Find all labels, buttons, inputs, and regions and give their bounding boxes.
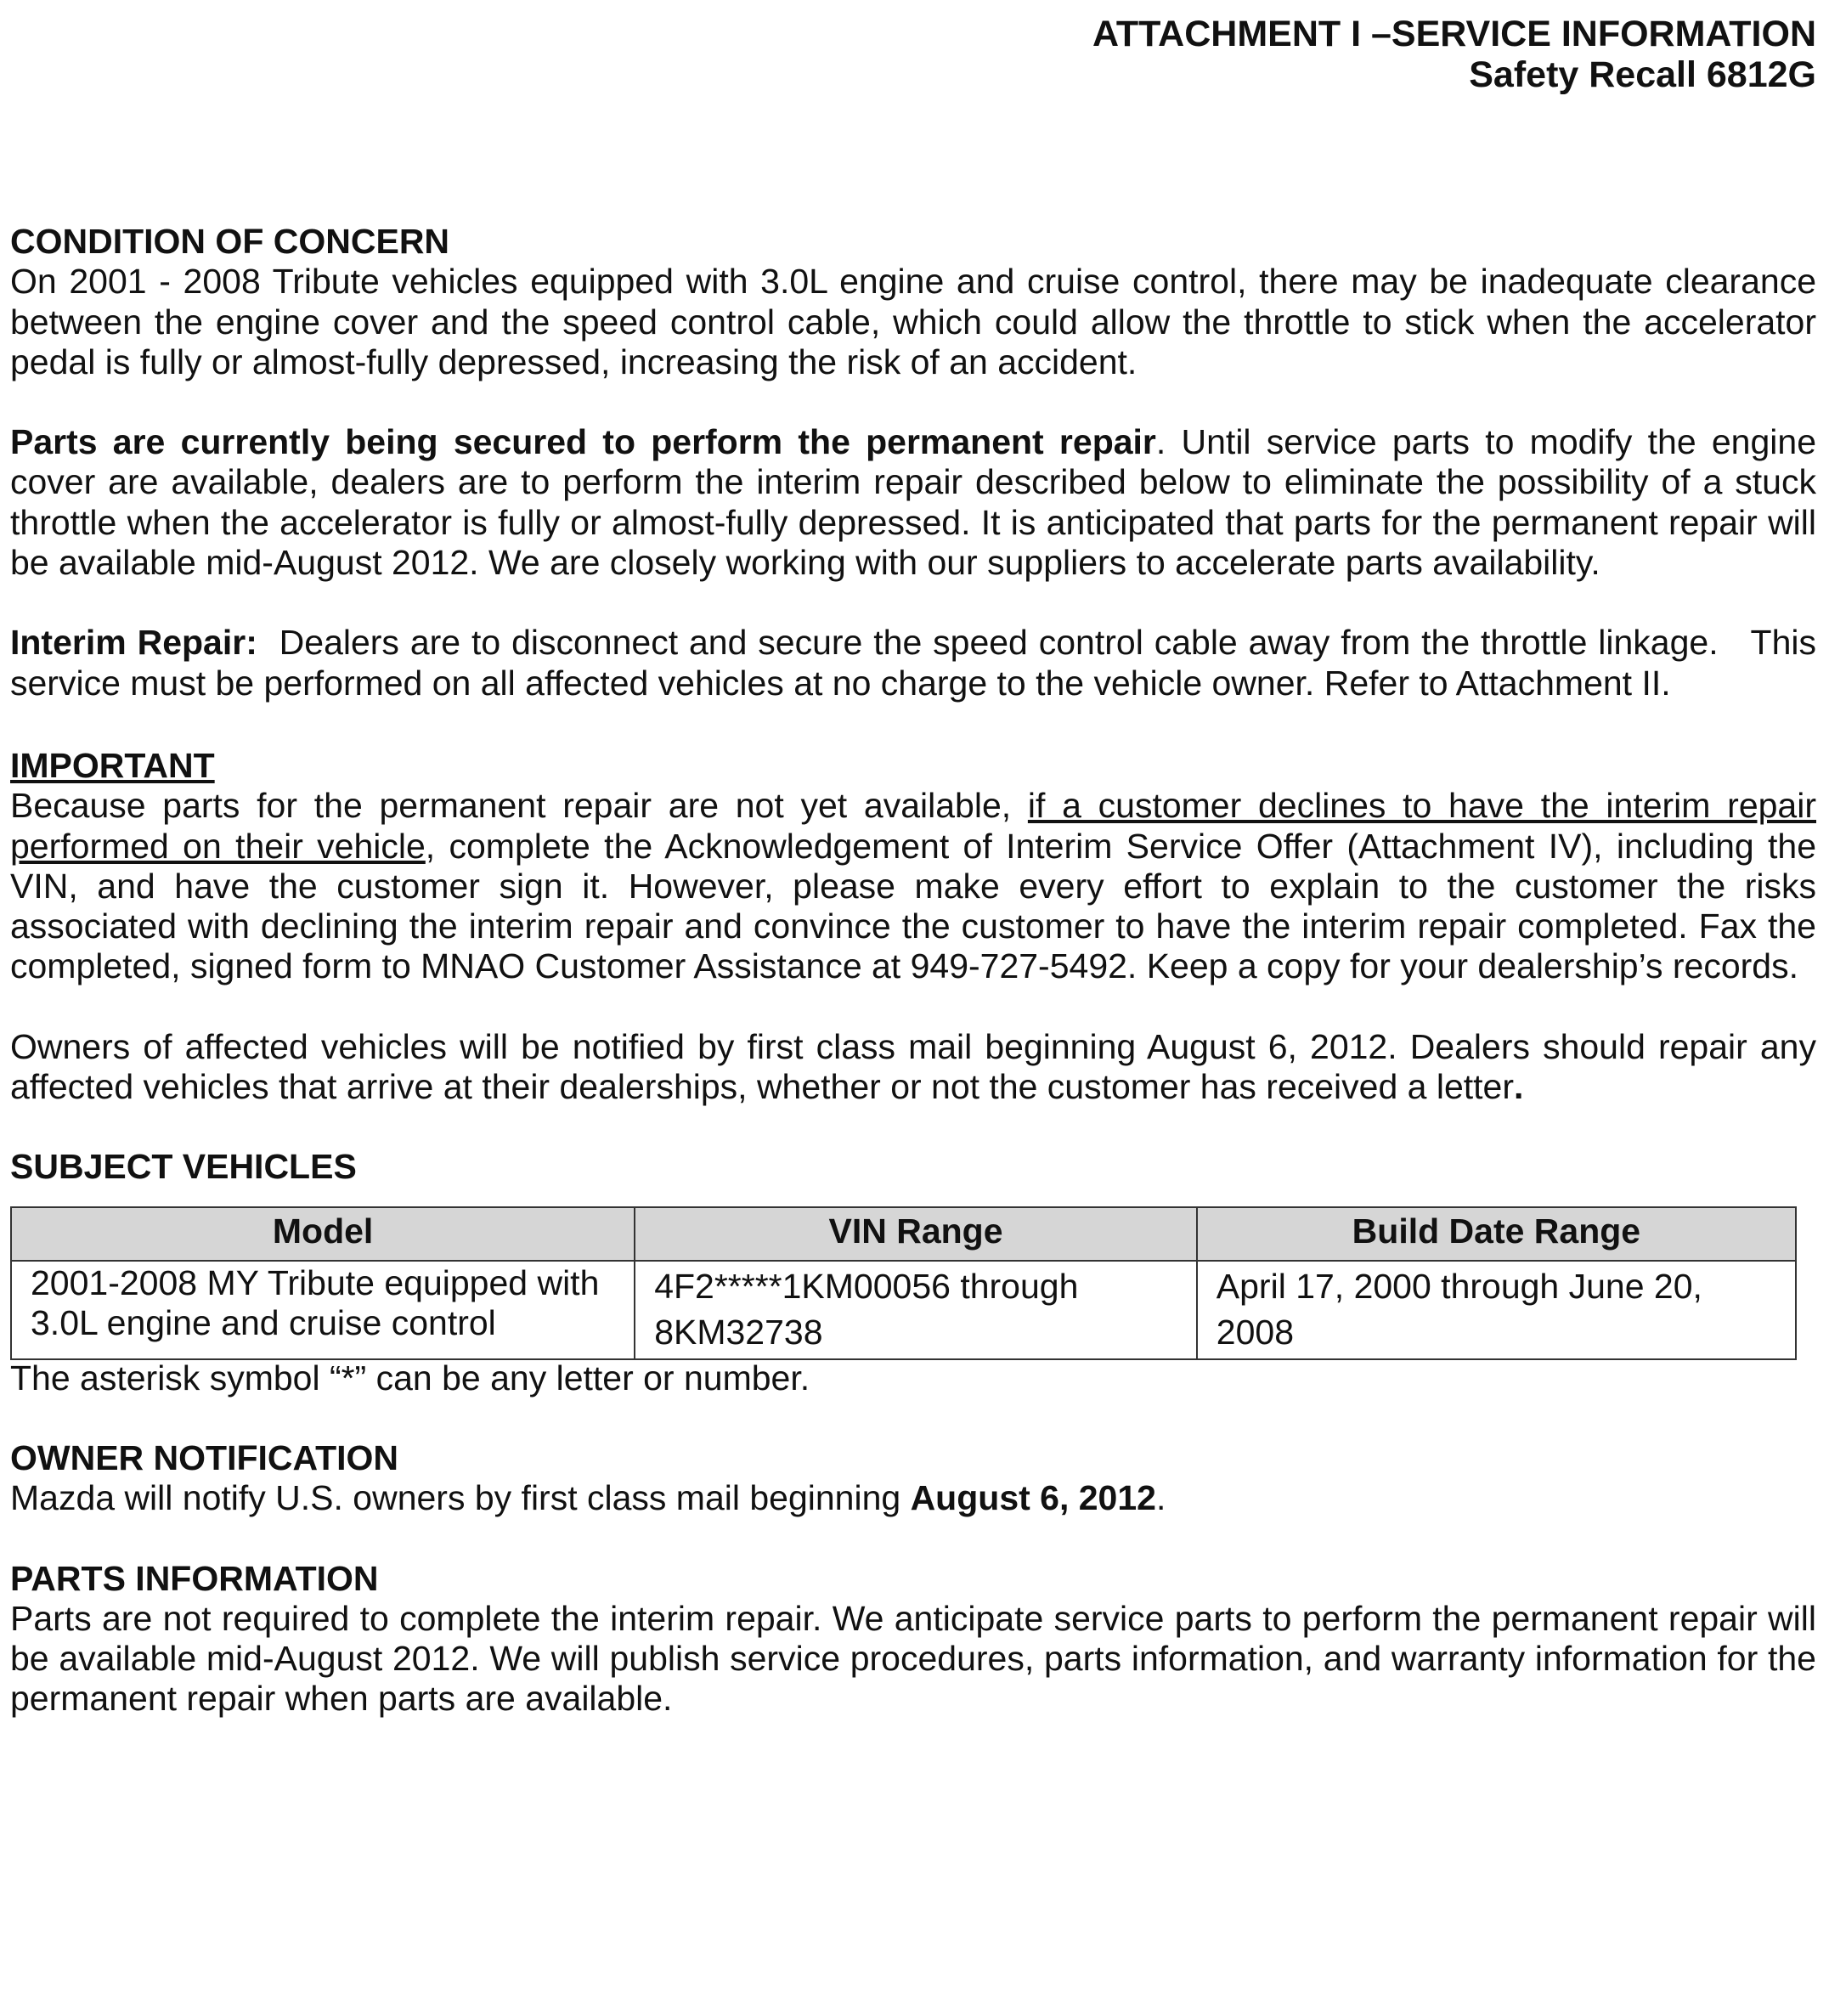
- important-underlined: if a customer declines to have the interim repair performed on their vehicle: [10, 786, 1816, 866]
- table-row: [11, 1261, 1796, 1359]
- column-header-build-date-range: Build Date Range: [1197, 1207, 1796, 1261]
- subject-vehicles-table: [10, 1206, 1797, 1360]
- condition-title: CONDITION OF CONCERN: [10, 222, 450, 261]
- cell-vin-range: 4F2*****1KM00056 through 8KM32738: [635, 1261, 1197, 1359]
- owners-notice-paragraph: [10, 1027, 1816, 1108]
- parts-information-title: PARTS INFORMATION: [10, 1558, 379, 1598]
- column-header-model: Model: [11, 1207, 635, 1261]
- condition-body: On 2001 - 2008 Tribute vehicles equipped with 3.0L engine and cruise control, there may be inadequate clearance between the engine cover and the speed control cable, which could allow the throttle to stick when the accelerator pedal is fully or almost-fully depressed, increasing the risk of an accident.: [10, 262, 1816, 381]
- table-header-row: [11, 1207, 1796, 1261]
- subject-vehicles-title: SUBJECT VEHICLES: [10, 1147, 357, 1187]
- important-lead: Because parts for the permanent repair are not yet available,: [10, 786, 1028, 826]
- owners-notice-end: .: [1514, 1067, 1524, 1107]
- parts-information-body: Parts are not required to complete the interim repair. We anticipate service parts to perform the permanent repair will be available mid-August 2012. We will publish service procedures, parts information, and warranty information for the permanent repair when parts are available.: [10, 1598, 1816, 1719]
- interim-section: [10, 623, 1826, 703]
- parts-secured-paragraph: [10, 422, 1816, 583]
- asterisk-note: The asterisk symbol “*” can be any letter or number.: [10, 1358, 810, 1398]
- interim-paragraph: [10, 623, 1826, 703]
- owner-notification-text: Mazda will notify U.S. owners by first class mail beginning: [10, 1478, 911, 1518]
- cell-build-date-range: April 17, 2000 through June 20, 2008: [1197, 1261, 1796, 1359]
- parts-secured-body: . Until service parts to modify the engine cover are available, dealers are to perform the interim repair described below to eliminate the possibility of a stuck throttle when the accelerator is fully or almost-fully depressed. It is anticipated that parts for the permanent repair will be available mid-August 2012. We are closely working with our suppliers to accelerate parts availability.: [10, 422, 1816, 583]
- owners-notice-body: Owners of affected vehicles will be notified by first class mail beginning August 6, 2012. Dealers should repair any affected vehicles that arrive at their dealerships, whether or not the customer has received a letter: [10, 1026, 1816, 1107]
- important-title: IMPORTANT: [10, 745, 215, 785]
- owner-notification-end: .: [1155, 1478, 1166, 1518]
- owner-notification-title: OWNER NOTIFICATION: [10, 1437, 399, 1477]
- cell-model: 2001-2008 MY Tribute equipped with 3.0L engine and cruise control: [11, 1261, 635, 1359]
- parts-secured-lead: Parts are currently being secured to perform the permanent repair: [10, 422, 1156, 462]
- column-header-vin-range: VIN Range: [635, 1207, 1197, 1261]
- owner-notification-date: August 6, 2012: [910, 1478, 1156, 1518]
- recall-number: Safety Recall 6812G: [1469, 54, 1816, 95]
- parts-secured-section: [10, 422, 1816, 583]
- parts-information-section: [10, 1559, 1816, 1720]
- interim-label: Interim Repair:: [10, 623, 257, 663]
- interim-body: Dealers are to disconnect and secure the speed control cable away from the throttle linkage. This service must be performed on all affected vehicles at no charge to the vehicle owner. Refer to Attachment II.: [10, 623, 1826, 703]
- important-body: [10, 786, 1816, 986]
- attachment-title: ATTACHMENT I –SERVICE INFORMATION: [1092, 14, 1816, 54]
- document-page: [10, 0, 1826, 1720]
- document-header: [10, 0, 1816, 95]
- subject-vehicles-section: [10, 1147, 1816, 1398]
- owner-notification-body: [10, 1478, 1816, 1518]
- owner-notification-section: [10, 1438, 1816, 1519]
- condition-section: [10, 222, 1816, 382]
- important-section: [10, 746, 1816, 987]
- owners-notice-section: [10, 1027, 1816, 1108]
- important-rest: , complete the Acknowledgement of Interim Service Offer (Attachment IV), including the VIN, and have the customer sign it. However, please make every effort to explain to the customer the risks associated with declining the interim repair and convince the customer to have the interim repair completed. Fax the completed, signed form to MNAO Customer Assistance at 949-727-5492. Keep a copy for your dealership’s records.: [10, 826, 1816, 986]
